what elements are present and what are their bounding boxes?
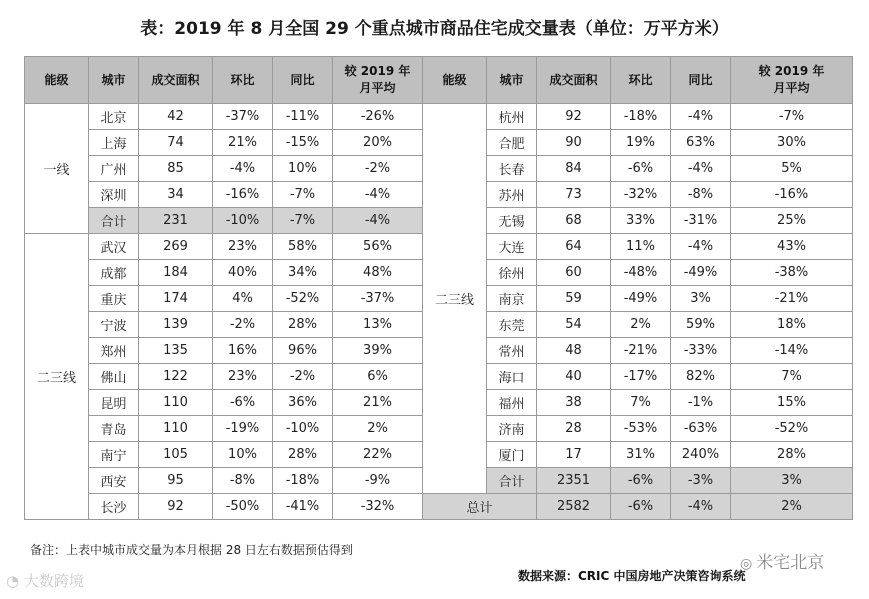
- table-cell: 63%: [671, 130, 731, 156]
- table-cell: 21%: [213, 130, 273, 156]
- table-cell: 38: [537, 390, 611, 416]
- tier-label-cell: 二三线: [423, 104, 487, 494]
- table-cell: 长沙: [89, 494, 139, 520]
- table-cell: 231: [139, 208, 213, 234]
- table-cell: -33%: [671, 338, 731, 364]
- table-cell: -14%: [731, 338, 853, 364]
- table-cell: 135: [139, 338, 213, 364]
- table-cell: 174: [139, 286, 213, 312]
- table-cell: 74: [139, 130, 213, 156]
- table-cell: 2351: [537, 468, 611, 494]
- table-cell: 184: [139, 260, 213, 286]
- footnote: 备注：上表中城市成交量为本月根据 28 日左右数据预估得到: [30, 543, 353, 557]
- table-cell: 269: [139, 234, 213, 260]
- table-row: [25, 104, 853, 130]
- table-cell: -21%: [731, 286, 853, 312]
- table-cell: -2%: [333, 156, 423, 182]
- table-cell: 31%: [611, 442, 671, 468]
- table-cell: 10%: [273, 156, 333, 182]
- header-cell: 同比: [273, 57, 333, 104]
- table-cell: 33%: [611, 208, 671, 234]
- table-cell: -6%: [611, 468, 671, 494]
- table-cell: -17%: [611, 364, 671, 390]
- table-cell: 3%: [731, 468, 853, 494]
- table-cell: 56%: [333, 234, 423, 260]
- table-cell: 福州: [487, 390, 537, 416]
- table-cell: 合计: [89, 208, 139, 234]
- table-cell: 厦门: [487, 442, 537, 468]
- watermark-dashu: ◔ 大数跨境: [6, 572, 84, 590]
- header-cell: 环比: [611, 57, 671, 104]
- header-cell: 成交面积: [537, 57, 611, 104]
- table-cell: 43%: [731, 234, 853, 260]
- table-cell: 佛山: [89, 364, 139, 390]
- table-cell: 深圳: [89, 182, 139, 208]
- table-cell: -63%: [671, 416, 731, 442]
- wechat-icon: ◎: [740, 556, 753, 572]
- table-cell: -7%: [731, 104, 853, 130]
- table-cell: 上海: [89, 130, 139, 156]
- table-cell: 长春: [487, 156, 537, 182]
- header-cell: 能级: [423, 57, 487, 104]
- table-cell: -4%: [671, 494, 731, 520]
- table-cell: 11%: [611, 234, 671, 260]
- table-cell: 92: [139, 494, 213, 520]
- header-cell: 城市: [487, 57, 537, 104]
- header-cell: 较 2019 年 月平均: [731, 57, 853, 104]
- grand-total-label: 总计: [423, 494, 537, 520]
- table-cell: -32%: [333, 494, 423, 520]
- table-cell: 96%: [273, 338, 333, 364]
- table-cell: -37%: [333, 286, 423, 312]
- header-cell: 城市: [89, 57, 139, 104]
- table-cell: 25%: [731, 208, 853, 234]
- table-cell: -1%: [671, 390, 731, 416]
- header-row: [25, 57, 853, 104]
- header-cell: 能级: [25, 57, 89, 104]
- table-cell: 48: [537, 338, 611, 364]
- table-cell: 北京: [89, 104, 139, 130]
- table-cell: 40: [537, 364, 611, 390]
- table-cell: 7%: [731, 364, 853, 390]
- table-cell: -4%: [671, 234, 731, 260]
- table-title: 表：2019 年 8 月全国 29 个重点城市商品住宅成交量表（单位：万平方米）: [140, 19, 729, 39]
- table-cell: -15%: [273, 130, 333, 156]
- table-cell: 36%: [273, 390, 333, 416]
- table-cell: 广州: [89, 156, 139, 182]
- table-cell: -38%: [731, 260, 853, 286]
- table-cell: 34: [139, 182, 213, 208]
- table-cell: 海口: [487, 364, 537, 390]
- table-cell: 28%: [273, 442, 333, 468]
- table-cell: -26%: [333, 104, 423, 130]
- table-cell: -31%: [671, 208, 731, 234]
- table-cell: 郑州: [89, 338, 139, 364]
- table-cell: -11%: [273, 104, 333, 130]
- table-cell: -10%: [273, 416, 333, 442]
- table-cell: 240%: [671, 442, 731, 468]
- table-cell: 20%: [333, 130, 423, 156]
- table-cell: 28%: [273, 312, 333, 338]
- table-cell: 苏州: [487, 182, 537, 208]
- table-cell: 39%: [333, 338, 423, 364]
- table-cell: 105: [139, 442, 213, 468]
- table-cell: -3%: [671, 468, 731, 494]
- header-cell: 成交面积: [139, 57, 213, 104]
- table-cell: -49%: [671, 260, 731, 286]
- table-cell: -16%: [731, 182, 853, 208]
- tier-label-cell: 二三线: [25, 234, 89, 520]
- table-cell: 92: [537, 104, 611, 130]
- table-cell: 7%: [611, 390, 671, 416]
- table-cell: 2%: [333, 416, 423, 442]
- table-cell: 成都: [89, 260, 139, 286]
- table-cell: -7%: [273, 182, 333, 208]
- table-cell: -4%: [333, 208, 423, 234]
- table-cell: 110: [139, 416, 213, 442]
- table-cell: 48%: [333, 260, 423, 286]
- table-cell: 30%: [731, 130, 853, 156]
- table-cell: 徐州: [487, 260, 537, 286]
- table-cell: -9%: [333, 468, 423, 494]
- table-cell: -7%: [273, 208, 333, 234]
- table-cell: 南京: [487, 286, 537, 312]
- table-cell: -8%: [671, 182, 731, 208]
- table-cell: 54: [537, 312, 611, 338]
- table-cell: 139: [139, 312, 213, 338]
- table-cell: -32%: [611, 182, 671, 208]
- watermark-mizhai: ◎ 米宅北京: [740, 553, 825, 573]
- table-cell: -53%: [611, 416, 671, 442]
- table-cell: -50%: [213, 494, 273, 520]
- table-cell: 5%: [731, 156, 853, 182]
- header-cell: 同比: [671, 57, 731, 104]
- table-cell: -37%: [213, 104, 273, 130]
- table-cell: 23%: [213, 364, 273, 390]
- table-cell: 青岛: [89, 416, 139, 442]
- table-cell: 21%: [333, 390, 423, 416]
- table-cell: 昆明: [89, 390, 139, 416]
- table-cell: 6%: [333, 364, 423, 390]
- table-cell: 武汉: [89, 234, 139, 260]
- table-cell: -19%: [213, 416, 273, 442]
- table-cell: 3%: [671, 286, 731, 312]
- table-cell: -49%: [611, 286, 671, 312]
- tier-label-cell: 一线: [25, 104, 89, 234]
- table-cell: 无锡: [487, 208, 537, 234]
- table-cell: -6%: [213, 390, 273, 416]
- table-cell: 84: [537, 156, 611, 182]
- table-cell: 大连: [487, 234, 537, 260]
- table-cell: -6%: [611, 156, 671, 182]
- table-cell: -21%: [611, 338, 671, 364]
- data-source: 数据来源：CRIC 中国房地产决策咨询系统: [518, 569, 746, 583]
- table-cell: 40%: [213, 260, 273, 286]
- table-cell: -18%: [273, 468, 333, 494]
- table-cell: 合计: [487, 468, 537, 494]
- table-cell: -10%: [213, 208, 273, 234]
- table-cell: -6%: [611, 494, 671, 520]
- table-cell: -4%: [671, 156, 731, 182]
- table-cell: 杭州: [487, 104, 537, 130]
- table-cell: 13%: [333, 312, 423, 338]
- table-cell: -16%: [213, 182, 273, 208]
- table-cell: 2%: [731, 494, 853, 520]
- table-cell: 42: [139, 104, 213, 130]
- header-cell: 环比: [213, 57, 273, 104]
- table-cell: -52%: [273, 286, 333, 312]
- table-cell: 59: [537, 286, 611, 312]
- header-cell: 较 2019 年 月平均: [333, 57, 423, 104]
- table-cell: 2%: [611, 312, 671, 338]
- table-cell: 68: [537, 208, 611, 234]
- table-cell: -2%: [273, 364, 333, 390]
- table-cell: 16%: [213, 338, 273, 364]
- table-cell: 64: [537, 234, 611, 260]
- table-cell: 122: [139, 364, 213, 390]
- table-cell: 58%: [273, 234, 333, 260]
- table-cell: 2582: [537, 494, 611, 520]
- table-cell: 济南: [487, 416, 537, 442]
- table-cell: -41%: [273, 494, 333, 520]
- table-cell: 10%: [213, 442, 273, 468]
- table-cell: 23%: [213, 234, 273, 260]
- table-cell: 宁波: [89, 312, 139, 338]
- table-cell: -52%: [731, 416, 853, 442]
- table-cell: 59%: [671, 312, 731, 338]
- table-cell: 110: [139, 390, 213, 416]
- table-cell: 4%: [213, 286, 273, 312]
- table-cell: 常州: [487, 338, 537, 364]
- table-cell: 17: [537, 442, 611, 468]
- table-cell: 85: [139, 156, 213, 182]
- table-cell: -8%: [213, 468, 273, 494]
- table-row: [25, 494, 853, 520]
- table-cell: 28%: [731, 442, 853, 468]
- table-cell: 82%: [671, 364, 731, 390]
- table-cell: -4%: [213, 156, 273, 182]
- table-cell: 重庆: [89, 286, 139, 312]
- table-cell: -2%: [213, 312, 273, 338]
- table-cell: 西安: [89, 468, 139, 494]
- table-cell: 90: [537, 130, 611, 156]
- table-cell: 15%: [731, 390, 853, 416]
- table-cell: 合肥: [487, 130, 537, 156]
- table-cell: 34%: [273, 260, 333, 286]
- table-cell: 南宁: [89, 442, 139, 468]
- table-cell: 东莞: [487, 312, 537, 338]
- table-cell: -4%: [333, 182, 423, 208]
- table-cell: -48%: [611, 260, 671, 286]
- housing-transaction-table: [24, 56, 853, 520]
- table-cell: -4%: [671, 104, 731, 130]
- logo-icon: ◔: [6, 572, 20, 590]
- table-cell: 73: [537, 182, 611, 208]
- table-cell: 19%: [611, 130, 671, 156]
- table-cell: 22%: [333, 442, 423, 468]
- table-cell: 95: [139, 468, 213, 494]
- table-cell: 60: [537, 260, 611, 286]
- table-cell: -18%: [611, 104, 671, 130]
- table-cell: 28: [537, 416, 611, 442]
- table-cell: 18%: [731, 312, 853, 338]
